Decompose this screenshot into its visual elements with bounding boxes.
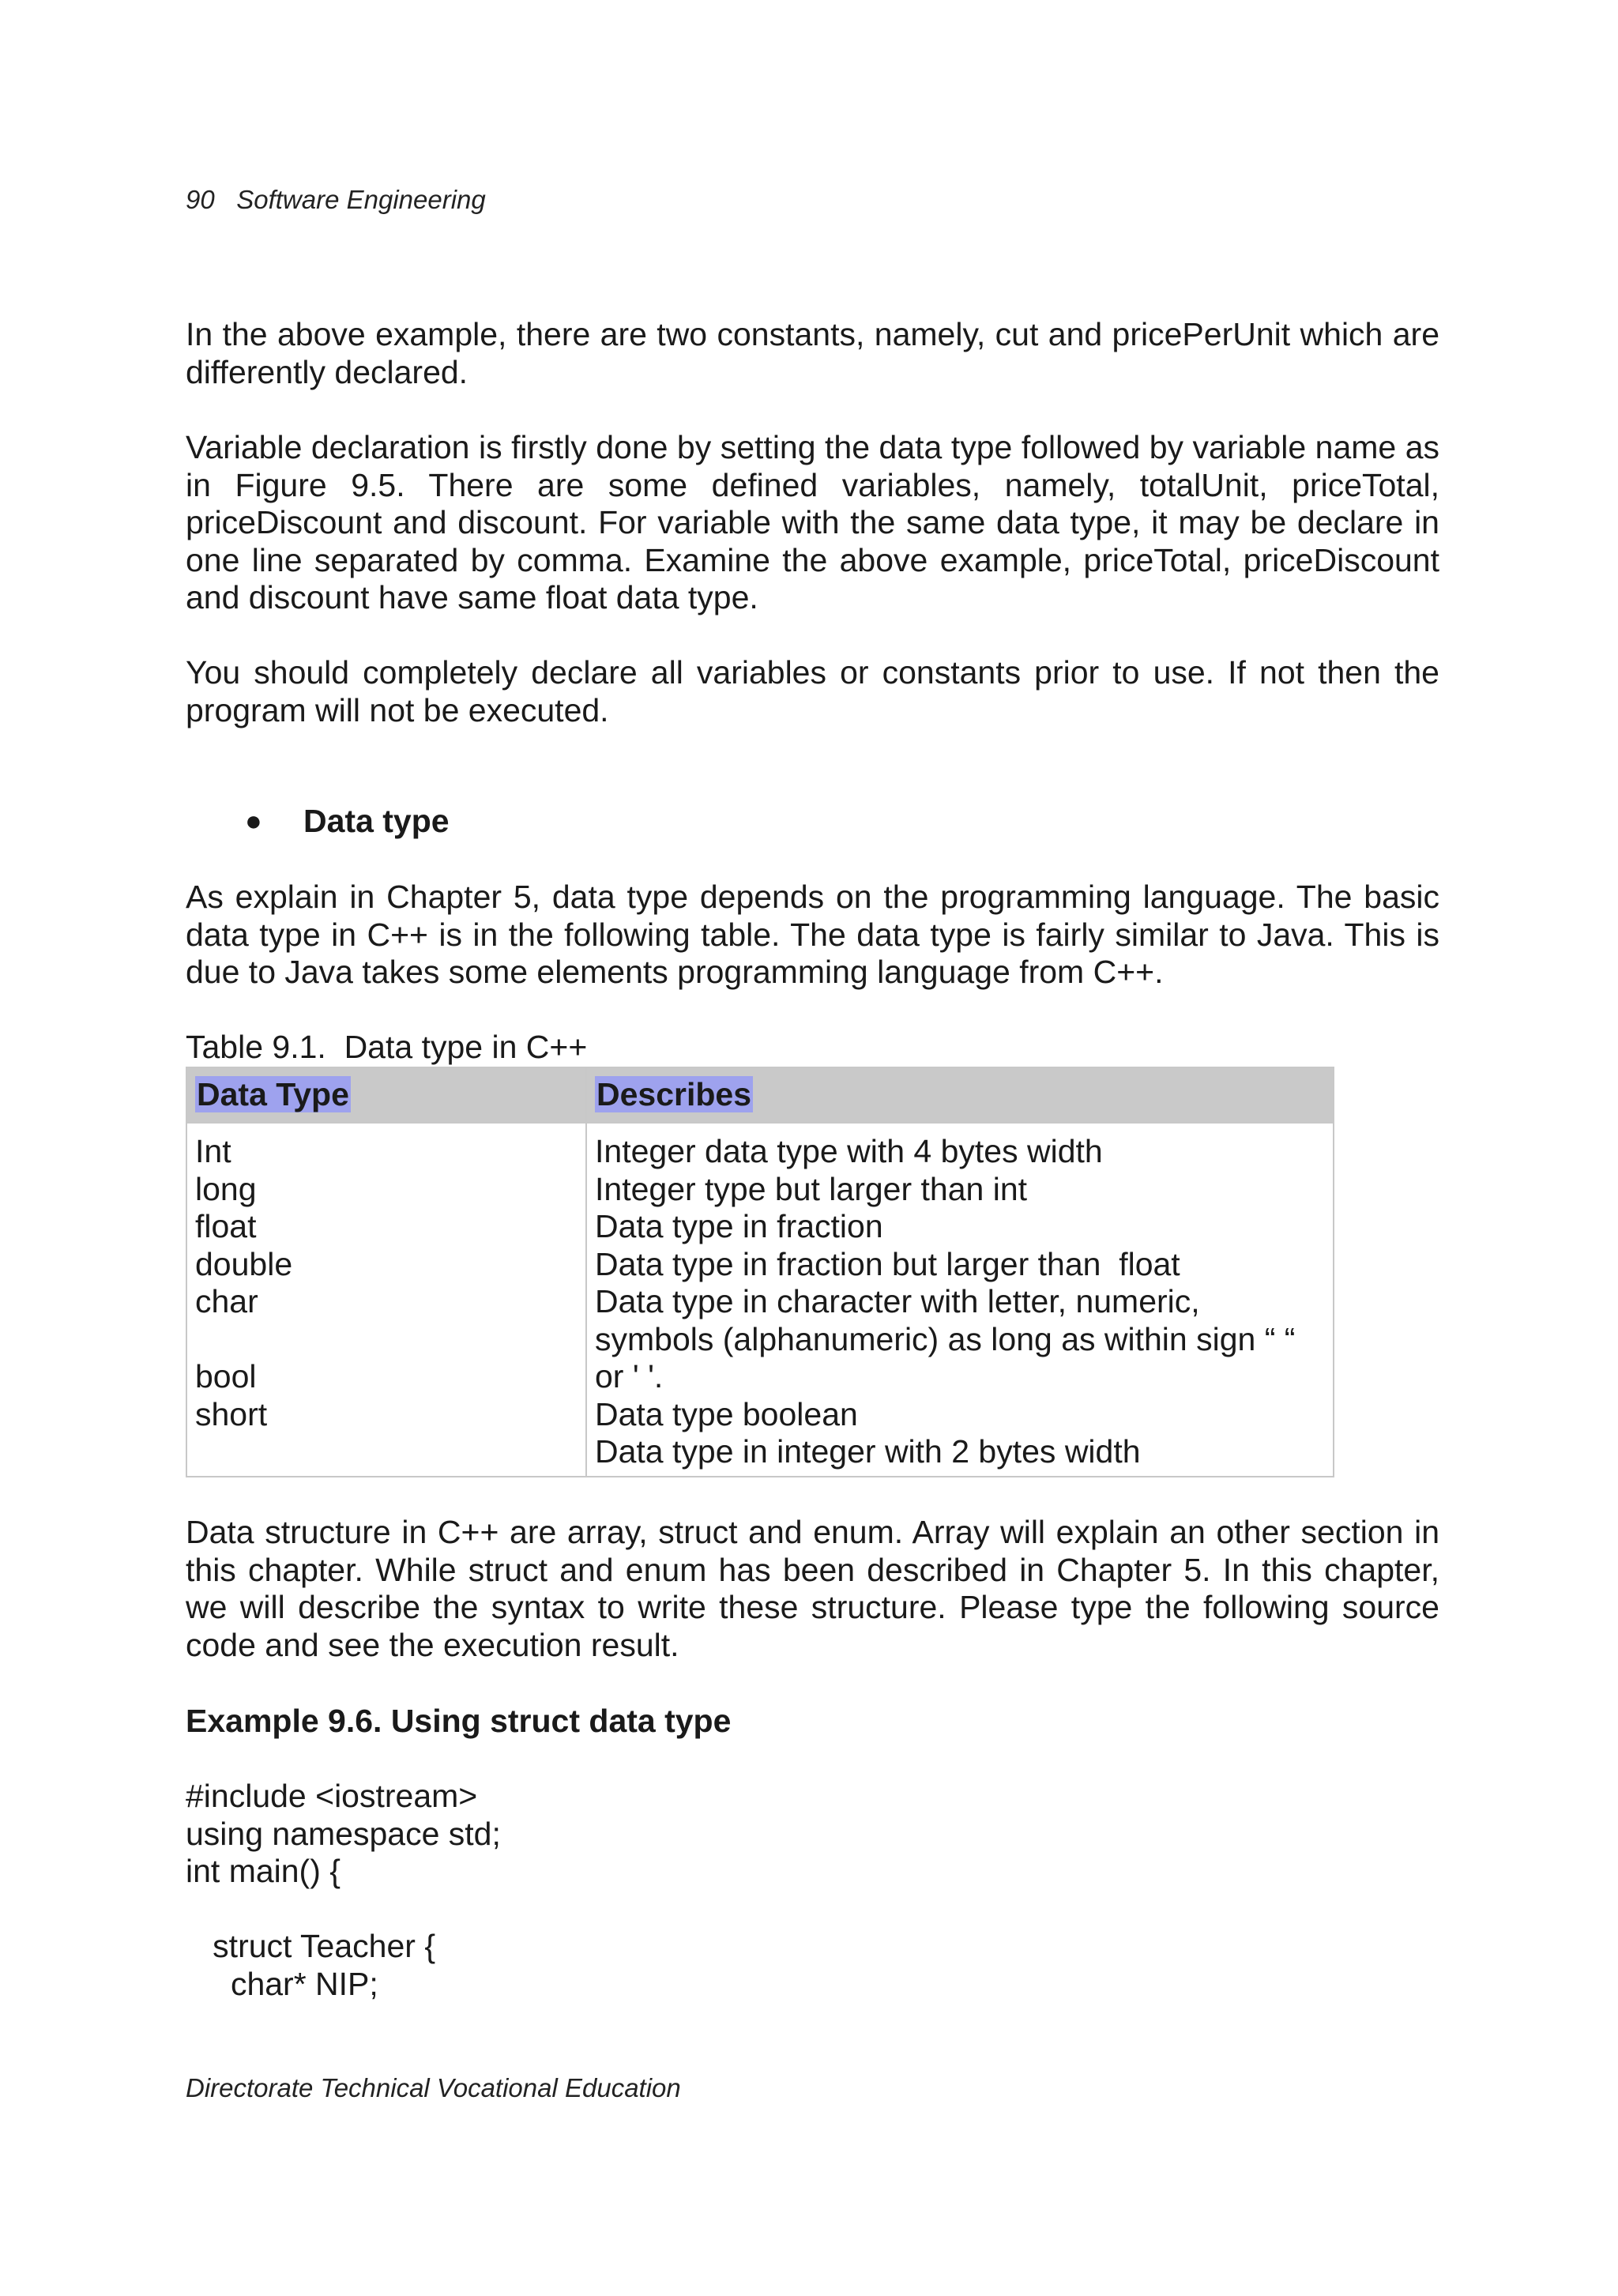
table-row — [186, 1123, 1334, 1477]
describe-cell: Data type in fraction but larger than float — [595, 1245, 1180, 1282]
type-cell: double — [195, 1245, 293, 1282]
code-line: #include <iostream> — [186, 1778, 478, 1814]
code-line: struct Teacher { — [186, 1928, 436, 1964]
describe-cell: Data type in integer with 2 bytes width — [595, 1433, 1141, 1470]
code-listing — [186, 1778, 501, 2003]
running-footer: Directorate Technical Vocational Education — [186, 2073, 681, 2102]
describe-cell: Integer data type with 4 bytes width — [595, 1133, 1103, 1169]
example-title: Example 9.6. Using struct data type — [186, 1703, 732, 1739]
paragraph-declare-prior: You should completely declare all variables or constants prior to use. If not then the program will not be executed. — [186, 654, 1439, 728]
book-title: Software Engineering — [236, 185, 486, 214]
describe-cell: Data type in fraction — [595, 1208, 883, 1244]
describe-cell: Integer type but larger than int — [595, 1170, 1028, 1207]
type-cell-blank — [195, 1321, 578, 1359]
describe-cell: Data type in character with letter, numeric, — [595, 1283, 1200, 1319]
code-line: using namespace std; — [186, 1815, 501, 1852]
type-cell: short — [195, 1395, 268, 1432]
data-type-column — [186, 1123, 586, 1477]
bullet-heading — [245, 802, 450, 841]
paragraph-data-structure: Data structure in C++ are array, struct and enum. Array will explain an other section in this chapter. While struct and enum has been described in Chapter 5. In this chapter, we will describe the syntax to write these structure. Please type the following source code and see the execution result. — [186, 1514, 1439, 1663]
header-describes: Describes — [586, 1067, 1334, 1123]
code-line: int main() { — [186, 1853, 341, 1889]
paragraph-data-type-intro: As explain in Chapter 5, data type depends on the programming language. The basic data type in C++ is in the following table. The data type is fairly similar to Java. This is due to Java takes some elements programming language from C++. — [186, 879, 1439, 990]
page-number: 90 — [186, 185, 215, 214]
code-line-blank — [186, 1891, 501, 1929]
type-cell: bool — [195, 1358, 257, 1395]
type-cell: float — [195, 1208, 257, 1244]
type-cell: Int — [195, 1133, 231, 1169]
describe-cell: Data type boolean — [595, 1395, 858, 1432]
describe-cell: symbols (alphanumeric) as long as within sign “ “ — [595, 1320, 1296, 1357]
running-header — [186, 185, 486, 215]
describe-cell: or ' '. — [595, 1358, 664, 1395]
table-header-row — [186, 1067, 1334, 1123]
bullet-icon: ● — [245, 804, 262, 837]
data-type-table — [186, 1067, 1334, 1477]
paragraph-variable-declaration: Variable declaration is firstly done by setting the data type followed by variable name as in Figure 9.5. There are some defined variables, namely, totalUnit, priceTotal, priceDiscount and discount. For variable with the same data type, it may be declare in one line separated by comma. Examine the above example, priceTotal, priceDiscount and discount have same float data type. — [186, 429, 1439, 615]
bullet-label: Data type — [303, 803, 450, 839]
table-caption: Table 9.1. Data type in C++ — [186, 1029, 588, 1065]
code-line: char* NIP; — [186, 1965, 378, 2002]
paragraph-constants: In the above example, there are two constants, namely, cut and pricePerUnit which are differently declared. — [186, 316, 1439, 390]
type-cell: char — [195, 1283, 258, 1319]
header-data-type: Data Type — [186, 1067, 586, 1123]
describes-column — [586, 1123, 1334, 1477]
type-cell: long — [195, 1170, 257, 1207]
